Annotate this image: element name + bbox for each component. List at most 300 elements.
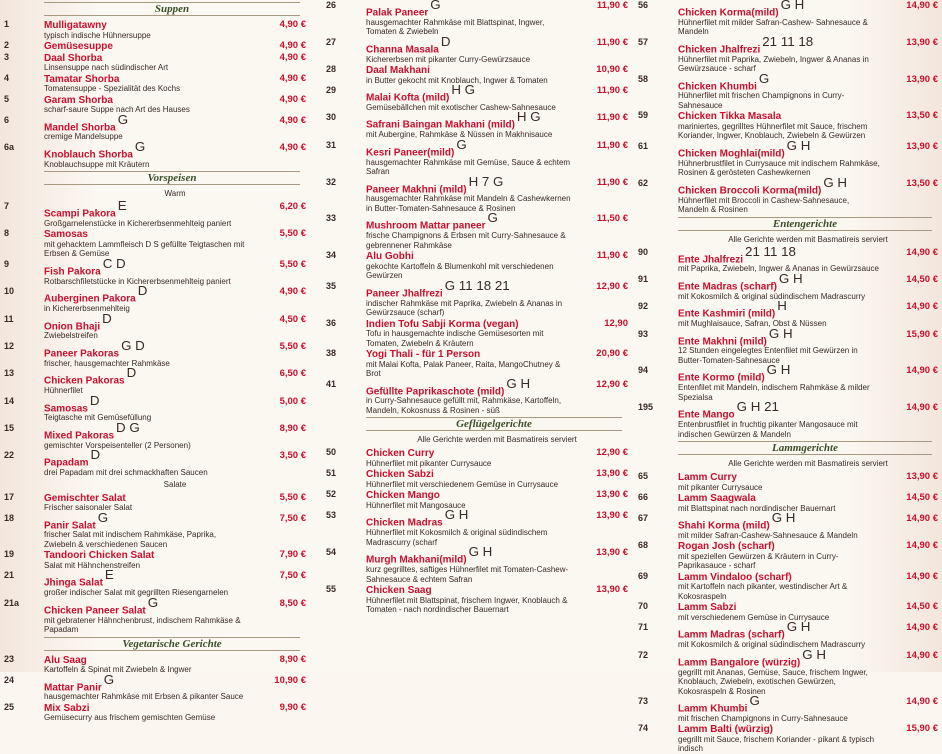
item-number: 34 — [326, 250, 337, 261]
item-name: Lamm Saagwala — [678, 493, 756, 505]
item-price: 11,90 € — [596, 250, 628, 262]
item-body — [366, 33, 572, 64]
item-number: 29 — [326, 85, 337, 96]
item-body — [44, 671, 250, 702]
allergen-codes: G H — [780, 0, 805, 12]
item-description: Hühnerfilet — [44, 386, 83, 396]
allergen-codes: G H — [778, 270, 803, 286]
item-name: Auberginen Pakora — [44, 293, 136, 305]
item-body — [678, 298, 882, 329]
item-name: Chicken Khumbi — [678, 80, 757, 92]
item-price: 11,90 € — [596, 0, 628, 11]
item-number: 21a — [4, 597, 20, 608]
item-description: mit gehacktem Lammfleisch D S gefüllte Teigtaschen mit Erbsen & Gemüse — [44, 239, 245, 259]
item-number: 59 — [638, 110, 649, 121]
menu-item — [4, 549, 306, 570]
item-description: mit milder Safran-Cashew-Sahnesauce & Mandeln — [678, 530, 858, 540]
allergen-codes: D — [89, 392, 100, 408]
item-price: 14,90 € — [906, 301, 938, 313]
item-body — [44, 419, 250, 450]
item-number: 90 — [638, 246, 649, 257]
item-body — [44, 310, 250, 341]
item-body — [366, 210, 572, 250]
allergen-codes: H — [777, 298, 787, 314]
menu-item — [638, 619, 938, 650]
menu-item — [4, 255, 306, 286]
item-body — [678, 270, 882, 301]
item-name: Ente Makhni (mild) — [678, 335, 767, 347]
menu-item — [638, 571, 938, 602]
item-price: 7,90 € — [279, 549, 306, 561]
item-price: 5,50 € — [279, 491, 306, 503]
menu-item — [4, 337, 306, 368]
menu-item — [326, 136, 628, 177]
item-number: 24 — [4, 674, 15, 685]
menu-item — [638, 362, 938, 402]
menu-item — [638, 723, 938, 754]
item-body — [366, 250, 572, 281]
item-name: Chicken Sabzi — [366, 469, 434, 481]
item-name: Chicken Curry — [366, 448, 435, 460]
item-description: drei Papadam mit drei schmackhaften Saucen — [44, 468, 208, 478]
item-description: Gemüsecurry aus frischem gemischten Gemüse — [44, 713, 216, 723]
item-name: Panir Salat — [44, 519, 96, 531]
item-name: Papadam — [44, 457, 89, 469]
item-price: 11,90 € — [596, 36, 628, 48]
item-description: mit Paprika, Zwiebeln, Ingwer & Ananas in Gewürzsauce — [678, 264, 879, 274]
item-price: 13,90 € — [596, 510, 628, 522]
menu-item — [638, 110, 938, 141]
item-name: Daal Makhani — [366, 65, 430, 77]
item-number: 91 — [638, 273, 649, 284]
allergen-codes: G H — [468, 544, 493, 560]
menu-item — [4, 111, 306, 142]
item-number: 92 — [638, 301, 649, 312]
menu-item — [326, 375, 628, 416]
menu-item — [4, 365, 306, 396]
item-body — [44, 492, 250, 513]
item-price: 13,90 € — [596, 547, 628, 559]
item-body — [366, 375, 572, 416]
item-price: 6,20 € — [279, 201, 306, 213]
menu-item — [638, 693, 938, 723]
item-body — [366, 277, 572, 318]
item-body — [44, 111, 250, 142]
item-price: 5,50 € — [279, 228, 306, 240]
item-price: 13,90 € — [596, 489, 628, 501]
item-description: mariniertes, gegrilltes Hühnerfilet mit Sauce, frischem Koriander, Ingwer, Knoblauch, Zwiebeln & Gewürzen — [678, 121, 868, 141]
item-body — [678, 471, 882, 492]
item-price: 14,90 € — [906, 622, 938, 634]
item-body — [366, 468, 572, 489]
item-name: Chicken Saag — [366, 585, 432, 597]
menu-item — [638, 33, 938, 74]
menu-item — [638, 646, 938, 696]
item-description: Tomatensuppe - Spezialität des Kochs — [44, 84, 181, 93]
menu-item — [326, 348, 628, 379]
item-price: 8,50 € — [279, 597, 306, 609]
item-price: 12,90 — [604, 317, 628, 329]
item-description: Großgarnelenstücke in Kichererbsenmehlteig paniert — [44, 218, 232, 228]
item-description: 12 Stunden eingelegtes Entenfilet mit Gewürzen in Butter-Tomaten-Sahnesauce — [678, 346, 858, 365]
item-body — [44, 654, 250, 675]
item-description: hausgemachter Rahmkäse mit Erbsen & pikanter Sauce — [44, 692, 244, 702]
item-name: Lamm Madras (scharf) — [678, 629, 785, 641]
menu-item — [4, 509, 306, 550]
item-body — [44, 549, 250, 570]
item-number: 26 — [326, 0, 337, 10]
allergen-codes: H G — [516, 109, 541, 125]
item-description: gegrillt mit Ananas, Gemüse, Sauce, frischem Ingwer, Knoblauch, Zwiebeln, exotischen Gewürzen, Kokosraspeln & Rosinen — [678, 667, 868, 696]
item-name: Gemüsesuppe — [44, 41, 113, 52]
menu-item — [4, 594, 306, 635]
item-price: 10,90 € — [596, 64, 628, 76]
item-name: Samosas — [44, 229, 88, 241]
item-price: 10,90 € — [274, 674, 306, 686]
allergen-codes: E — [104, 567, 114, 583]
item-name: Lamm Curry — [678, 472, 737, 484]
menu-item — [4, 198, 306, 228]
item-price: 14,90 € — [906, 402, 938, 414]
menu-item — [326, 507, 628, 547]
menu-item — [4, 73, 306, 94]
item-description: typisch indische Hühnersuppe — [44, 30, 151, 40]
item-description: Hühnerfilet mit milder Safran-Cashew- Sahnesauce & Mandeln — [678, 17, 868, 37]
item-name: Tamatar Shorba — [44, 73, 120, 85]
item-name: Gefüllte Paprikaschote (mild) — [366, 385, 505, 397]
item-number: 93 — [638, 328, 649, 339]
item-name: Chicken Broccoli Korma(mild) — [678, 185, 822, 197]
allergen-codes: G — [749, 693, 760, 709]
item-name: Safrani Baingan Makhani (mild) — [366, 119, 515, 131]
item-name: Jhinga Salat — [44, 577, 103, 589]
menu-item — [326, 0, 628, 37]
allergen-codes: G H — [786, 137, 811, 153]
item-description: Entenfilet mit Mandeln, indischem Rahmkäse & milder Spezialsa — [678, 383, 870, 402]
item-price: 11,90 € — [596, 176, 628, 188]
item-body — [366, 544, 572, 584]
item-number: 6a — [4, 141, 15, 152]
item-number: 23 — [4, 653, 15, 664]
item-price: 5,50 € — [279, 258, 306, 270]
item-price: 14,90 € — [906, 0, 938, 11]
item-description: Tofu in hausgemachte indische Gemüsesorten mit Tomaten, Zwiebeln & Kräutern — [366, 329, 544, 348]
item-number: 33 — [326, 213, 337, 224]
item-price: 14,50 € — [906, 273, 938, 285]
allergen-codes: E — [117, 198, 127, 214]
item-name: Chicken Moghlai(mild) — [678, 148, 785, 160]
menu-item — [326, 109, 628, 140]
item-number: 13 — [4, 368, 15, 379]
menu-item — [638, 510, 938, 540]
item-name: Chicken Korma(mild) — [678, 7, 779, 19]
menu-item — [4, 94, 306, 115]
menu-item — [638, 243, 938, 274]
allergen-codes: G — [758, 70, 770, 86]
item-number: 30 — [326, 112, 337, 123]
item-description: gemischter Vorspeisenteller (2 Personen) — [44, 440, 191, 450]
item-price: 14,90 € — [906, 696, 938, 708]
menu-item — [326, 82, 628, 112]
item-number: 71 — [638, 622, 649, 633]
menu-item — [4, 419, 306, 450]
item-number: 2 — [4, 40, 10, 50]
allergen-codes: 21 11 18 — [745, 243, 796, 259]
item-number: 68 — [638, 540, 649, 551]
item-body — [366, 0, 572, 37]
item-name: Lamm Bangalore (würzig) — [678, 657, 801, 669]
menu-item — [326, 64, 628, 85]
item-body — [678, 399, 882, 439]
item-name: Mixed Pakoras — [44, 430, 115, 442]
menu-column-3 — [638, 0, 938, 754]
item-number: 51 — [326, 468, 337, 479]
item-body — [678, 243, 882, 274]
item-number: 69 — [638, 570, 649, 581]
item-number: 11 — [4, 313, 14, 324]
menu-item — [326, 544, 628, 584]
item-number: 54 — [326, 547, 337, 558]
item-description: Hühnerfilet mit Kokosmilch & original südindischem Madrascurry (scharf — [366, 528, 548, 547]
menu-item — [326, 277, 628, 318]
item-body — [44, 228, 250, 259]
item-body — [678, 601, 882, 622]
item-price: 14,90 € — [906, 570, 938, 582]
allergen-codes: G — [117, 111, 129, 127]
menu-item — [4, 492, 306, 513]
item-description: hausgemachter Rahmkäse mit Mandeln & Cashewkernen in Butter-Tomaten-Sahnesauce & Rosinen — [366, 194, 571, 213]
item-body — [44, 73, 250, 94]
item-body — [678, 646, 882, 696]
item-description: mit Mughlaisauce, Safran, Obst & Nüssen — [678, 319, 827, 329]
item-number: 21 — [4, 570, 15, 581]
item-price: 9,90 € — [279, 701, 306, 713]
item-name: Paneer Pakoras — [44, 348, 120, 360]
item-body — [44, 255, 250, 286]
item-name: Paneer Makhni (mild) — [366, 183, 467, 195]
item-number: 53 — [326, 510, 337, 521]
item-price: 4,90 € — [279, 19, 306, 30]
item-number: 19 — [4, 549, 15, 560]
menu-item — [326, 584, 628, 615]
item-body — [44, 392, 250, 423]
item-price: 3,50 € — [279, 450, 306, 462]
item-name: Alu Gobhi — [366, 251, 414, 263]
section-note: Alle Gerichte werden mit Basmatireis serviert — [728, 459, 888, 469]
item-description: Kartoffeln & Spinat mit Zwiebeln & Ingwer — [44, 665, 192, 675]
item-price: 4,90 € — [279, 141, 306, 153]
item-price: 13,50 € — [906, 110, 938, 122]
item-name: Murgh Makhani(mild) — [366, 554, 467, 566]
item-name: Mushroom Mattar paneer — [366, 220, 486, 232]
allergen-codes: G H — [802, 646, 826, 662]
item-name: Rogan Josh (scharf) — [678, 541, 775, 553]
item-description: Hühnerbrustfilet in Currysauce mit indischem Rahmkäse, Rosinen & gerösteten Cashewkernen — [678, 158, 880, 178]
item-price: 13,90 € — [906, 73, 938, 85]
item-number: 35 — [326, 280, 337, 291]
item-body — [366, 507, 572, 547]
item-description: frischer Salat mit indischem Rahmkäse, Paprika, Zwiebeln & verschiedenen Saucen — [44, 530, 217, 549]
menu-item — [638, 137, 938, 178]
item-number: 10 — [4, 286, 15, 297]
item-description: gegrillt mit Sauce, frischem Koriander - pikant & typisch indisch — [678, 734, 875, 754]
item-name: Tandoori Chicken Salat — [44, 550, 155, 562]
menu-column-2 — [326, 0, 628, 615]
item-body — [678, 174, 882, 215]
allergen-codes: H G — [451, 82, 476, 98]
item-body — [678, 619, 882, 650]
item-description: frischer, hausgemachter Rahmkäse — [44, 358, 170, 368]
allergen-codes: G — [97, 509, 109, 525]
item-body — [366, 584, 572, 615]
item-description: mit Malai Kofta, Palak Paneer, Raita, MangoChutney & Brot — [366, 359, 561, 379]
item-number: 70 — [638, 601, 649, 612]
allergen-codes: G H — [766, 362, 791, 378]
allergen-codes: G — [430, 0, 441, 12]
item-body — [44, 594, 250, 635]
allergen-codes: 21 11 18 — [762, 33, 814, 49]
item-number: 56 — [638, 0, 649, 10]
menu-item — [326, 210, 628, 250]
menu-item — [326, 468, 628, 489]
item-body — [366, 109, 572, 140]
item-name: Ente Kashmiri (mild) — [678, 308, 776, 320]
allergen-codes: G 11 18 21 — [444, 277, 510, 293]
allergen-codes: G H — [444, 507, 469, 523]
item-number: 7 — [4, 201, 10, 212]
menu-item — [4, 702, 306, 723]
section-note: Alle Gerichte werden mit Basmatireis serviert — [728, 234, 888, 244]
item-name: Ente Mango — [678, 409, 735, 421]
section-heading: Entengerichte — [678, 217, 932, 231]
allergen-codes: G — [134, 138, 146, 154]
item-description: scharf-saure Suppe nach Art des Hauses — [44, 105, 190, 114]
item-price: 4,50 € — [279, 313, 306, 325]
item-description: mit pikanter Currysauce — [678, 482, 763, 492]
item-price: 11,90 € — [596, 112, 628, 124]
item-price: 11,50 € — [596, 213, 628, 225]
item-body — [678, 33, 882, 74]
item-price: 11,90 € — [596, 139, 628, 151]
section-heading: Lammgerichte — [678, 441, 932, 455]
item-name: Mulligatawny — [44, 20, 107, 31]
item-price: 7,50 € — [279, 570, 306, 582]
item-price: 4,90 € — [279, 51, 306, 63]
item-number: 73 — [638, 696, 649, 707]
item-description: Hühnerfilet mit Broccoli in Cashew-Sahnesauce, Mandeln & Rosinen — [678, 195, 850, 215]
item-number: 195 — [638, 402, 654, 413]
item-name: Palak Paneer — [366, 7, 429, 19]
menu-item — [4, 228, 306, 259]
item-body — [44, 19, 250, 40]
item-price: 4,90 € — [279, 40, 306, 51]
item-description: großer indischer Salat mit gegrillten Riesengarnelen — [44, 588, 229, 598]
item-name: Lamm Khumbi — [678, 703, 748, 715]
item-name: Mandel Shorba — [44, 121, 116, 133]
item-price: 13,90 € — [596, 468, 628, 480]
item-name: Mix Sabzi — [44, 702, 90, 714]
item-description: in Kichererbsenmehlteig — [44, 304, 130, 314]
allergen-codes: G — [456, 136, 467, 152]
menu-item — [638, 174, 938, 215]
section-note: Salate — [163, 479, 187, 489]
item-price: 15,90 € — [906, 723, 938, 735]
item-body — [44, 365, 250, 396]
item-description: in Curry-Sahnesauce gefüllt mit, Rahmkäse, Kartoffeln, Mandeln, Kokosnuss & Rosinen - süß — [366, 396, 562, 415]
item-name: Scampi Pakora — [44, 208, 116, 220]
item-name: Onion Bhaji — [44, 320, 101, 332]
item-description: Hühnerfilet mit Mangosauce — [366, 500, 466, 510]
menu-item — [326, 489, 628, 510]
allergen-codes: D — [90, 447, 101, 463]
item-price: 13,50 € — [906, 177, 938, 189]
item-description: Teigtasche mit Gemüsefüllung — [44, 413, 152, 423]
item-price: 14,90 € — [906, 649, 938, 661]
item-name: Yogi Thali - für 1 Person — [366, 349, 481, 361]
item-body — [678, 723, 882, 754]
section-heading: Geflügelgerichte — [366, 417, 622, 431]
item-number: 8 — [4, 228, 10, 239]
item-name: Malai Kofta (mild) — [366, 92, 450, 104]
allergen-codes: H 7 G — [468, 173, 504, 189]
item-price: 14,90 € — [906, 513, 938, 525]
allergen-codes: G H — [771, 510, 796, 526]
item-body — [366, 348, 572, 379]
item-price: 5,50 € — [279, 340, 306, 352]
allergen-codes: D — [440, 33, 451, 49]
item-description: Frischer saisonaler Salat — [44, 503, 133, 513]
allergen-codes: D — [126, 365, 137, 381]
item-name: Channa Masala — [366, 44, 439, 56]
menu-item — [326, 318, 628, 349]
item-price: 4,90 € — [279, 93, 306, 105]
item-price: 8,90 € — [279, 653, 306, 665]
allergen-codes: G D — [121, 337, 145, 353]
item-price: 14,90 € — [906, 365, 938, 377]
allergen-codes: G H 21 — [736, 399, 779, 415]
item-description: Hühnerfilet mit frischen Champignons in Curry-Sahnesauce — [678, 91, 845, 110]
item-name: Ente Kormo (mild) — [678, 372, 765, 384]
item-body — [678, 70, 882, 111]
item-description: Knoblauchsuppe mit Kräutern — [44, 159, 150, 169]
item-name: Chicken Madras — [366, 517, 443, 529]
menu-item — [638, 471, 938, 492]
allergen-codes: G — [103, 671, 115, 687]
item-number: 25 — [4, 701, 15, 712]
item-body — [678, 137, 882, 178]
item-body — [44, 702, 250, 723]
menu-item — [326, 250, 628, 281]
allergen-codes: G H — [823, 174, 848, 190]
section-note: Warm — [164, 189, 186, 199]
item-price: 13,90 € — [596, 584, 628, 596]
item-description: Hühnerfilet mit Blattspinat, frischem Ingwer, Knoblauch & Tomaten - nach nordindischer Bauernart — [366, 595, 568, 615]
item-price: 6,50 € — [279, 368, 306, 380]
item-price: 12,90 € — [596, 378, 628, 390]
item-number: 61 — [638, 140, 649, 151]
item-number: 65 — [638, 471, 649, 482]
section-heading: Suppen — [44, 2, 300, 16]
item-body — [366, 447, 572, 468]
item-number: 66 — [638, 492, 649, 503]
item-number: 1 — [4, 19, 10, 29]
item-name: Lamm Balti (würzig) — [678, 724, 774, 736]
menu-item — [4, 654, 306, 675]
item-number: 62 — [638, 177, 649, 188]
item-body — [678, 325, 882, 366]
item-number: 74 — [638, 723, 649, 734]
item-body — [44, 198, 250, 228]
